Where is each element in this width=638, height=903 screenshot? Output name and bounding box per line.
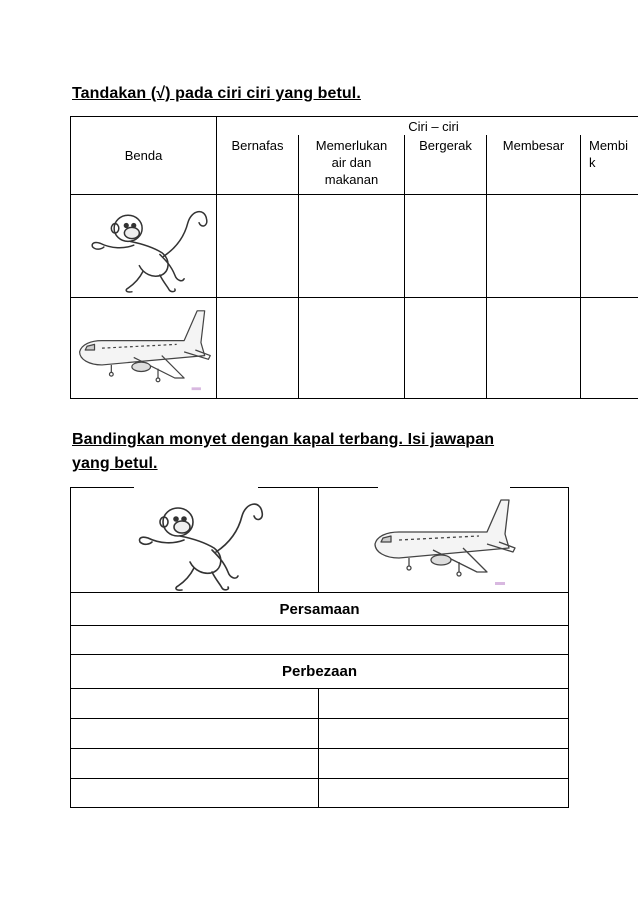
airplane-image bbox=[369, 492, 519, 592]
persamaan-answer[interactable] bbox=[71, 626, 569, 655]
mark-airplane-membesar[interactable] bbox=[487, 298, 581, 399]
mark-airplane-bergerak[interactable] bbox=[405, 298, 487, 399]
perbezaan-monkey-1[interactable] bbox=[71, 689, 319, 719]
col-membesar: Membesar bbox=[487, 135, 581, 195]
monkey-image bbox=[74, 199, 214, 295]
perbezaan-airplane-1[interactable] bbox=[319, 689, 569, 719]
comparison-table bbox=[70, 487, 569, 808]
border-gap bbox=[134, 486, 258, 489]
mark-monkey-bergerak[interactable] bbox=[405, 195, 487, 298]
perbezaan-monkey-2[interactable] bbox=[71, 719, 319, 749]
airplane-cell bbox=[71, 298, 217, 399]
perbezaan-header: Perbezaan bbox=[71, 655, 569, 689]
benda-header: Benda bbox=[71, 117, 217, 195]
monkey-cell bbox=[71, 195, 217, 298]
col-bergerak: Bergerak bbox=[405, 135, 487, 195]
perbezaan-airplane-3[interactable] bbox=[319, 749, 569, 779]
ciri-group-header: Ciri – ciri bbox=[217, 117, 638, 135]
perbezaan-monkey-3[interactable] bbox=[71, 749, 319, 779]
traits-table bbox=[70, 116, 638, 399]
mark-airplane-membiak[interactable] bbox=[581, 298, 638, 399]
monkey-cell-2 bbox=[71, 488, 319, 593]
col-bernafas: Bernafas bbox=[217, 135, 299, 195]
monkey-image bbox=[120, 492, 270, 592]
instruction-1: Tandakan (√) pada ciri ciri yang betul. bbox=[72, 85, 361, 102]
mark-monkey-memerlukan[interactable] bbox=[299, 195, 405, 298]
mark-monkey-membiak[interactable] bbox=[581, 195, 638, 298]
instruction-2: Bandingkan monyet dengan kapal terbang. Isi jawapan yang betul. bbox=[72, 431, 495, 472]
col-memerlukan: Memerlukan air dan makanan bbox=[299, 135, 405, 195]
mark-airplane-memerlukan[interactable] bbox=[299, 298, 405, 399]
perbezaan-monkey-4[interactable] bbox=[71, 779, 319, 808]
persamaan-header: Persamaan bbox=[71, 593, 569, 626]
airplane-cell-2 bbox=[319, 488, 569, 593]
border-gap bbox=[378, 486, 510, 489]
mark-airplane-bernafas[interactable] bbox=[217, 298, 299, 399]
perbezaan-airplane-2[interactable] bbox=[319, 719, 569, 749]
perbezaan-airplane-4[interactable] bbox=[319, 779, 569, 808]
mark-monkey-membesar[interactable] bbox=[487, 195, 581, 298]
mark-monkey-bernafas[interactable] bbox=[217, 195, 299, 298]
airplane-image bbox=[74, 302, 214, 398]
col-membiak: Membi k bbox=[581, 135, 638, 195]
